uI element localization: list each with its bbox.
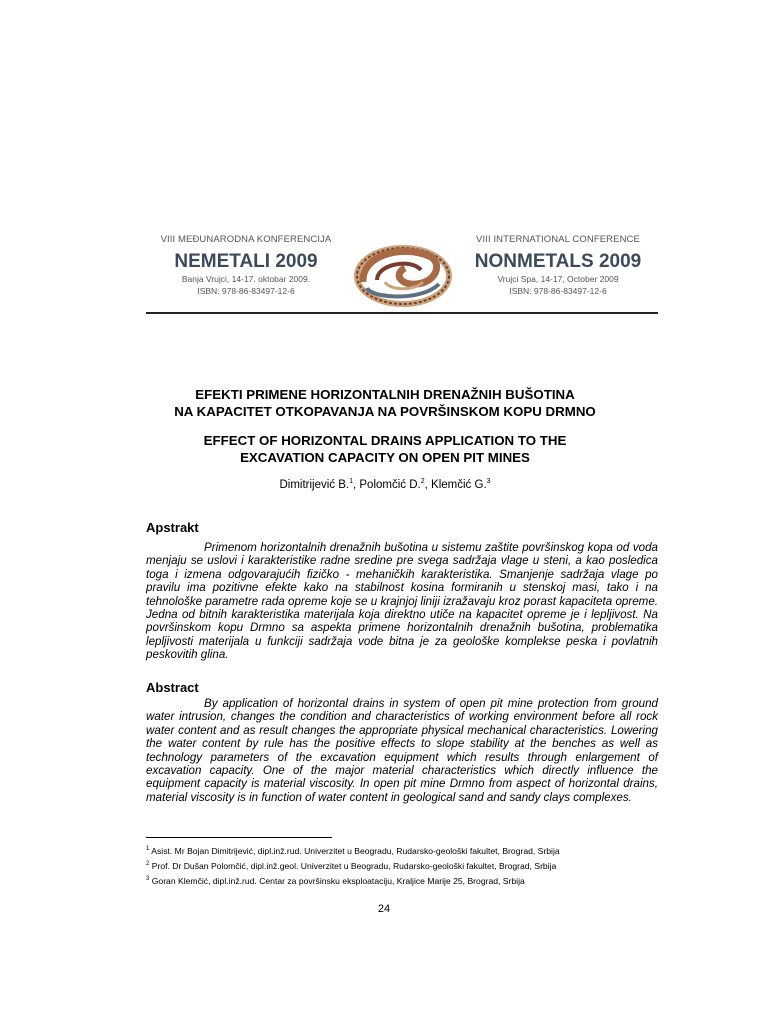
conference-name-en: NONMETALS 2009: [474, 251, 642, 272]
footnote-item: [146, 843, 666, 858]
author-list: Dimitrijević B.$^1$, Polomčić D.$^2$, Klemčić G.$^3$: [279, 478, 491, 491]
author-ref: 2: [420, 478, 425, 485]
page-number: 24: [377, 903, 391, 915]
abstract-en-heading: Abstract: [146, 680, 199, 695]
conference-isbn-sr: ISBN: 978-86-83497-12-6: [197, 286, 295, 296]
header-divider: [146, 312, 658, 314]
abstract-sr-text: Primenom horizontalnih drenažnih bušotina u sistemu zaštite površinskog kopa od voda menjaju se uslovi i karakteristike radne sredine pre svega sadržaja vlage u steni, a kao posledica toga i izmena odgovarajućih fizičko - mehaničkih karakteristika. Smanjenje sadržaja vlage po pravilu ima pozitivne efekte kako na stabilnost kosina formiranih u stenskoj masi, tako i na tehnološke parametre rada opreme koje se u krajnjoj liniji izražavaju kroz porast kapaciteta opreme. Jedna od bitnih karakteristika materijala koja direktno utiče na kapacitet opreme je i lepljivost. Na površinskom kopu Drmno sa aspekta primene horizontalnih drenažnih bušotina, problematika lepljivosti materijala u funkciji sadržaja vode bitna je za geološke komplekse peska i povlatnih peskovitih glina.: [146, 541, 658, 662]
conference-line-sr: VIII MEĐUNARODNA KONFERENCIJA: [160, 234, 332, 245]
footnote-divider: [146, 837, 332, 838]
author-name: Polomčić D.: [359, 478, 421, 491]
author-name: Dimitrijević B.: [279, 478, 350, 491]
paper-title-serbian: [120, 386, 650, 420]
author-ref: 1: [349, 478, 353, 485]
title-sr-line-2: NA KAPACITET OTKOPAVANJA NA POVRŠINSKOM KOPU DRMNO: [174, 404, 596, 419]
author-ref: 3: [486, 478, 491, 485]
footnote-item: [146, 873, 666, 888]
title-en-line-2: EXCAVATION CAPACITY ON OPEN PIT MINES: [240, 450, 530, 465]
title-sr-line-1: EFEKTI PRIMENE HORIZONTALNIH DRENAŽNIH BUŠOTINA: [195, 387, 575, 402]
spiral-logo-icon: [351, 238, 455, 308]
footnote-ref: 3: [146, 875, 150, 882]
abstract-sr-heading: Apstrakt: [146, 520, 199, 535]
paper-title-english: [120, 432, 650, 466]
conference-location-en: Vrujci Spa, 14-17, October 2009: [497, 274, 619, 284]
title-en-line-1: EFFECT OF HORIZONTAL DRAINS APPLICATION TO THE: [203, 433, 567, 448]
conference-header: [146, 234, 658, 314]
header-english: [458, 234, 658, 296]
footnote-ref: 2: [146, 860, 150, 867]
conference-location-sr: Banja Vrujci, 14-17. oktobar 2009.: [181, 274, 311, 284]
conference-line-en: VIII INTERNATIONAL CONFERENCE: [476, 234, 640, 245]
conference-isbn-en: ISBN: 978-86-83497-12-6: [509, 286, 607, 296]
author-name: Klemčić G.: [431, 478, 487, 491]
header-serbian: [146, 234, 346, 296]
footnote-text: Goran Klemčić, dipl.inž.rud. Centar za površinsku eksploataciju, Kraljice Marije 25, Brograd, Srbija: [151, 875, 525, 886]
abstract-en-text: By application of horizontal drains in system of open pit mine protection from ground water intrusion, changes the condition and characteristics of working environment before all rock water content and as result changes the appropriate physical mechanical characteristics. Lowering the water content by rule has the positive effects to slope stability at the benches as well as technology parameters of the excavation equipment which results through enlargement of excavation capacity. One of the major material characteristics which directly influence the equipment capacity is material viscosity. In open pit mine Drmno from aspect of horizontal drains, material viscosity is in function of water content in geological sand and sandy clays complexes.: [146, 697, 658, 804]
footnote-ref: 1: [146, 846, 150, 852]
footnote-text: Asist. Mr Bojan Dimitrijević, dipl.inž.rud. Univerzitet u Beogradu, Rudarsko-geološki fakultet, Brograd, Srbija: [151, 845, 560, 856]
footnote-item: [146, 858, 666, 873]
footnotes: [146, 843, 666, 888]
conference-name-sr: NEMETALI 2009: [174, 251, 318, 272]
footnote-text: Prof. Dr Dušan Polomčić, dipl.inž.geol. Univerzitet u Beogradu, Rudarsko-geološki fakultet, Brograd, Srbija: [151, 860, 557, 871]
